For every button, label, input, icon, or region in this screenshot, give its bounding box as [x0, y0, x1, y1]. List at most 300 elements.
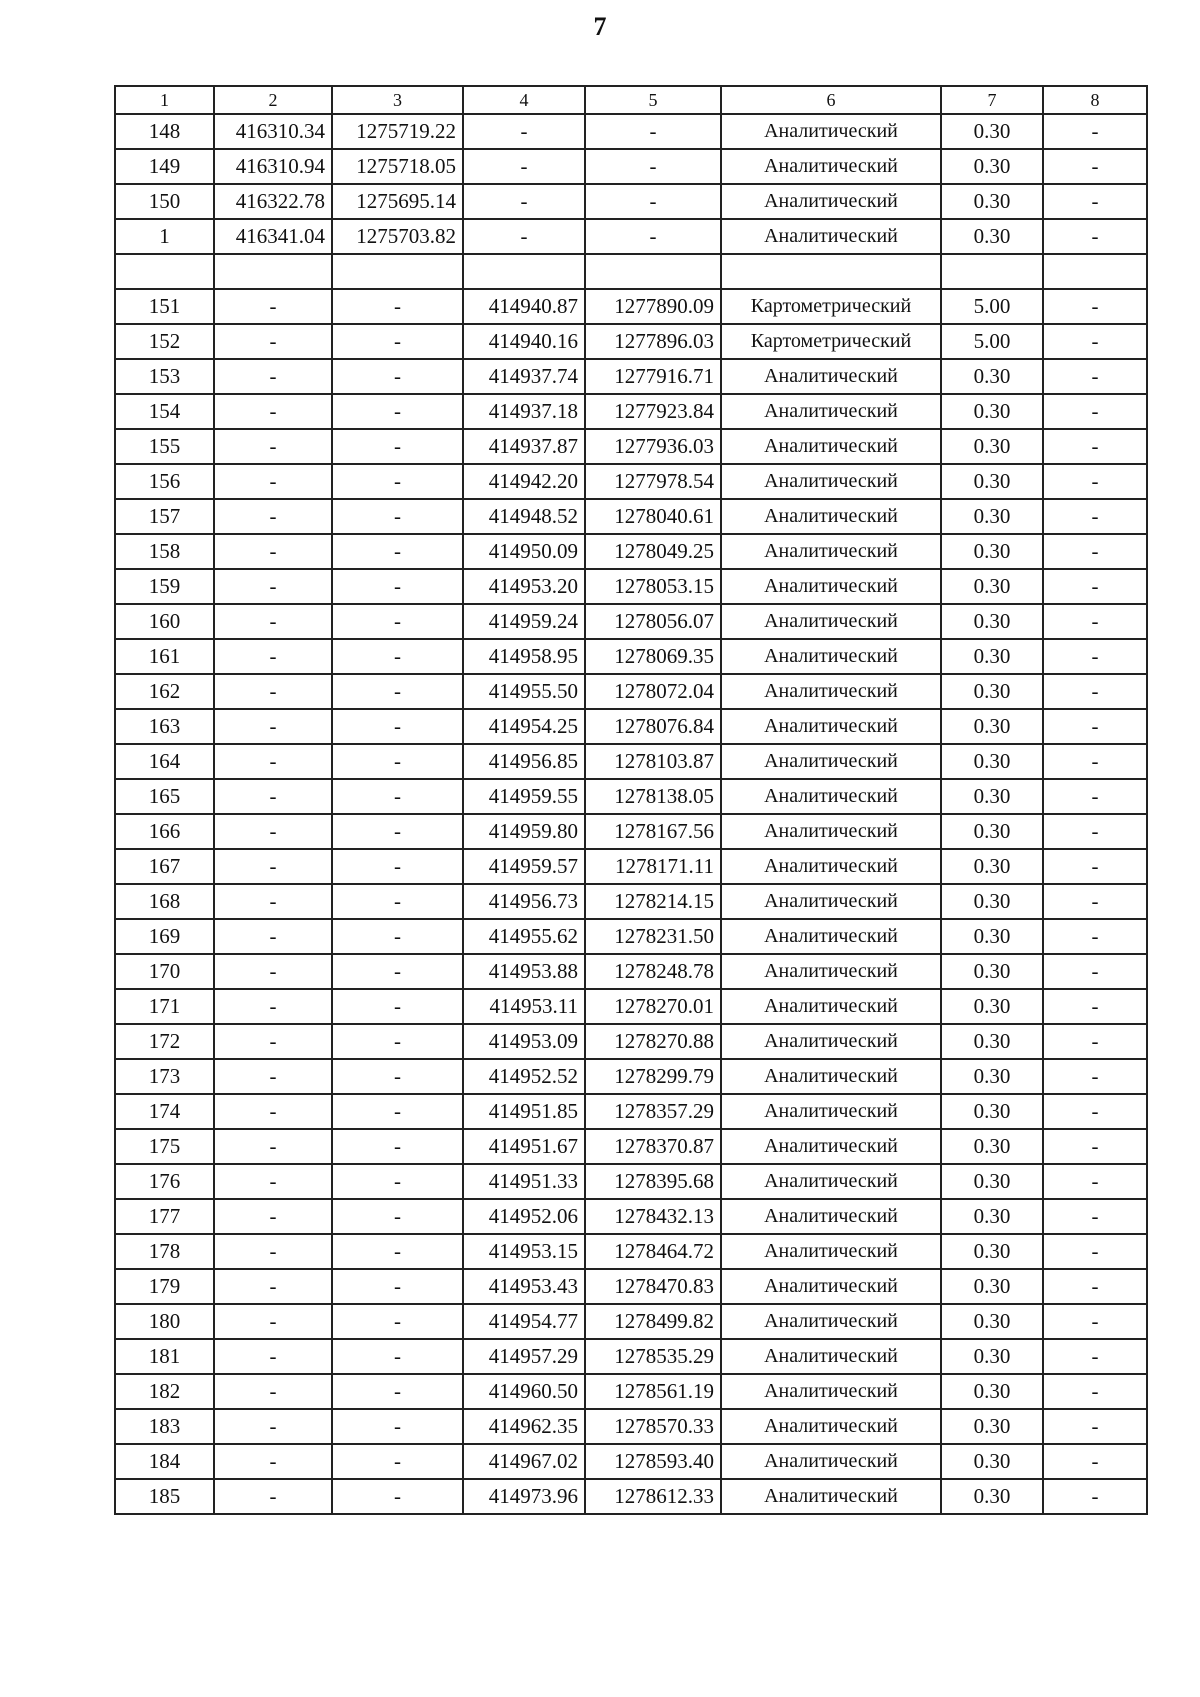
- table-cell: 0.30: [941, 1199, 1043, 1234]
- table-cell: -: [332, 1479, 463, 1514]
- table-cell: -: [463, 219, 585, 254]
- table-cell: -: [332, 1339, 463, 1374]
- column-header: 3: [332, 86, 463, 114]
- table-cell: 0.30: [941, 639, 1043, 674]
- table-cell: -: [1043, 604, 1147, 639]
- table-cell: 416310.94: [214, 149, 332, 184]
- table-cell: 151: [115, 289, 214, 324]
- table-cell: 0.30: [941, 1479, 1043, 1514]
- table-cell: 161: [115, 639, 214, 674]
- table-cell: -: [1043, 324, 1147, 359]
- table-cell: 414948.52: [463, 499, 585, 534]
- table-cell: 414954.25: [463, 709, 585, 744]
- table-cell: 154: [115, 394, 214, 429]
- table-cell: -: [1043, 814, 1147, 849]
- table-cell: -: [1043, 1094, 1147, 1129]
- table-cell: Аналитический: [721, 1269, 941, 1304]
- table-cell: 184: [115, 1444, 214, 1479]
- table-row: [115, 1339, 1147, 1374]
- table-row: [115, 254, 1147, 289]
- table-cell: -: [1043, 1409, 1147, 1444]
- table-cell: 1278214.15: [585, 884, 721, 919]
- table-cell: -: [214, 1269, 332, 1304]
- table-row: [115, 884, 1147, 919]
- table-cell: Аналитический: [721, 779, 941, 814]
- table-row: [115, 1024, 1147, 1059]
- table-cell: 171: [115, 989, 214, 1024]
- table-cell: 160: [115, 604, 214, 639]
- table-cell: -: [214, 324, 332, 359]
- table-cell: -: [214, 394, 332, 429]
- table-cell: -: [332, 1024, 463, 1059]
- table-cell: -: [1043, 1339, 1147, 1374]
- table-cell: 0.30: [941, 569, 1043, 604]
- table-cell: -: [1043, 1479, 1147, 1514]
- table-cell: 0.30: [941, 1304, 1043, 1339]
- table-cell: 1278370.87: [585, 1129, 721, 1164]
- table-cell: -: [332, 744, 463, 779]
- table-cell: Аналитический: [721, 184, 941, 219]
- table-cell: -: [585, 114, 721, 149]
- table-cell: 414950.09: [463, 534, 585, 569]
- table-cell: 177: [115, 1199, 214, 1234]
- table-cell: -: [214, 499, 332, 534]
- table-cell: -: [214, 534, 332, 569]
- table-cell: Аналитический: [721, 1094, 941, 1129]
- table-cell: 1278076.84: [585, 709, 721, 744]
- table-cell: 164: [115, 744, 214, 779]
- table-cell: 5.00: [941, 289, 1043, 324]
- table-row: [115, 359, 1147, 394]
- table-cell: -: [214, 1199, 332, 1234]
- table-row: [115, 744, 1147, 779]
- table-cell: -: [332, 604, 463, 639]
- table-cell: Аналитический: [721, 1339, 941, 1374]
- table-cell: Аналитический: [721, 1024, 941, 1059]
- table-cell: 1278040.61: [585, 499, 721, 534]
- table-cell: -: [1043, 989, 1147, 1024]
- table-cell: 414952.06: [463, 1199, 585, 1234]
- table-cell: 414953.43: [463, 1269, 585, 1304]
- table-cell: -: [332, 1374, 463, 1409]
- column-header: 7: [941, 86, 1043, 114]
- table-cell: 1275719.22: [332, 114, 463, 149]
- table-cell: -: [214, 849, 332, 884]
- table-cell: -: [1043, 149, 1147, 184]
- table-cell: -: [1043, 1444, 1147, 1479]
- table-cell: [1043, 254, 1147, 289]
- table-row: [115, 919, 1147, 954]
- table-cell: -: [332, 359, 463, 394]
- table-cell: 1277978.54: [585, 464, 721, 499]
- table-row: [115, 149, 1147, 184]
- table-cell: -: [1043, 534, 1147, 569]
- table-row: [115, 534, 1147, 569]
- table-header-row: [115, 86, 1147, 114]
- table-cell: -: [1043, 394, 1147, 429]
- table-cell: -: [332, 324, 463, 359]
- table-cell: 1278231.50: [585, 919, 721, 954]
- table-cell: 182: [115, 1374, 214, 1409]
- table-cell: 1278069.35: [585, 639, 721, 674]
- table-cell: 1277916.71: [585, 359, 721, 394]
- table-cell: -: [332, 289, 463, 324]
- table-cell: 1: [115, 219, 214, 254]
- table-cell: -: [214, 814, 332, 849]
- table-cell: 185: [115, 1479, 214, 1514]
- table-cell: -: [332, 429, 463, 464]
- table-cell: 0.30: [941, 1444, 1043, 1479]
- table-row: [115, 1269, 1147, 1304]
- table-cell: -: [214, 744, 332, 779]
- table-cell: -: [214, 989, 332, 1024]
- table-cell: 1277896.03: [585, 324, 721, 359]
- table-cell: -: [1043, 289, 1147, 324]
- table-cell: Аналитический: [721, 1164, 941, 1199]
- table-cell: -: [463, 184, 585, 219]
- table-cell: Аналитический: [721, 1304, 941, 1339]
- table-cell: 0.30: [941, 1409, 1043, 1444]
- table-cell: 414953.11: [463, 989, 585, 1024]
- table-row: [115, 184, 1147, 219]
- column-header: 1: [115, 86, 214, 114]
- table-cell: -: [1043, 184, 1147, 219]
- table-row: [115, 219, 1147, 254]
- table-cell: -: [1043, 744, 1147, 779]
- table-cell: 0.30: [941, 1374, 1043, 1409]
- table-cell: 414959.57: [463, 849, 585, 884]
- table-cell: 414967.02: [463, 1444, 585, 1479]
- table-cell: [115, 254, 214, 289]
- table-cell: 414937.74: [463, 359, 585, 394]
- table-cell: -: [214, 919, 332, 954]
- table-cell: -: [332, 1234, 463, 1269]
- table-cell: -: [1043, 1234, 1147, 1269]
- table-cell: -: [332, 779, 463, 814]
- table-cell: Аналитический: [721, 849, 941, 884]
- table-cell: 414959.24: [463, 604, 585, 639]
- table-row: [115, 324, 1147, 359]
- table-cell: Аналитический: [721, 1374, 941, 1409]
- table-cell: [721, 254, 941, 289]
- table-cell: 0.30: [941, 1269, 1043, 1304]
- table-cell: [941, 254, 1043, 289]
- table-cell: 158: [115, 534, 214, 569]
- table-cell: 168: [115, 884, 214, 919]
- table-cell: -: [214, 1164, 332, 1199]
- table-cell: -: [332, 954, 463, 989]
- table-cell: 1278470.83: [585, 1269, 721, 1304]
- table-cell: -: [214, 569, 332, 604]
- table-cell: 416310.34: [214, 114, 332, 149]
- table-cell: -: [585, 184, 721, 219]
- table-cell: -: [332, 1409, 463, 1444]
- table-row: [115, 429, 1147, 464]
- table-cell: 0.30: [941, 359, 1043, 394]
- table-row: [115, 814, 1147, 849]
- table-cell: Аналитический: [721, 569, 941, 604]
- coordinates-table: [114, 85, 1148, 1515]
- table-row: [115, 1199, 1147, 1234]
- table-cell: 172: [115, 1024, 214, 1059]
- table-cell: 0.30: [941, 709, 1043, 744]
- table-cell: 1278299.79: [585, 1059, 721, 1094]
- table-cell: 179: [115, 1269, 214, 1304]
- table-cell: -: [1043, 1024, 1147, 1059]
- table-cell: 414953.20: [463, 569, 585, 604]
- table-cell: 176: [115, 1164, 214, 1199]
- column-header: 5: [585, 86, 721, 114]
- table-cell: 414951.67: [463, 1129, 585, 1164]
- table-cell: 414973.96: [463, 1479, 585, 1514]
- table-cell: -: [214, 1234, 332, 1269]
- table-cell: 414951.33: [463, 1164, 585, 1199]
- table-cell: 178: [115, 1234, 214, 1269]
- table-cell: 1278535.29: [585, 1339, 721, 1374]
- table-cell: 162: [115, 674, 214, 709]
- table-cell: 150: [115, 184, 214, 219]
- table-cell: Аналитический: [721, 114, 941, 149]
- table-cell: 0.30: [941, 1129, 1043, 1164]
- table-cell: -: [214, 884, 332, 919]
- table-cell: -: [332, 849, 463, 884]
- table-cell: 414953.15: [463, 1234, 585, 1269]
- table-cell: 153: [115, 359, 214, 394]
- table-cell: -: [332, 639, 463, 674]
- table-cell: 414953.09: [463, 1024, 585, 1059]
- table-row: [115, 1059, 1147, 1094]
- table-row: [115, 954, 1147, 989]
- table-cell: -: [214, 429, 332, 464]
- table-cell: 0.30: [941, 604, 1043, 639]
- column-header: 6: [721, 86, 941, 114]
- table-cell: 173: [115, 1059, 214, 1094]
- table-cell: 157: [115, 499, 214, 534]
- table-cell: 0.30: [941, 219, 1043, 254]
- table-cell: 1278053.15: [585, 569, 721, 604]
- table-cell: -: [1043, 219, 1147, 254]
- table-row: [115, 394, 1147, 429]
- table-cell: -: [1043, 954, 1147, 989]
- table-cell: Аналитический: [721, 1059, 941, 1094]
- table-cell: -: [463, 149, 585, 184]
- table-cell: -: [1043, 569, 1147, 604]
- table-cell: -: [332, 709, 463, 744]
- table-cell: -: [1043, 674, 1147, 709]
- table-cell: Аналитический: [721, 709, 941, 744]
- table-cell: -: [332, 1129, 463, 1164]
- table-cell: Аналитический: [721, 604, 941, 639]
- column-header: 2: [214, 86, 332, 114]
- table-row: [115, 1479, 1147, 1514]
- table-cell: 1278056.07: [585, 604, 721, 639]
- table-cell: -: [1043, 884, 1147, 919]
- table-cell: Аналитический: [721, 1234, 941, 1269]
- table-cell: Аналитический: [721, 1199, 941, 1234]
- table-cell: 416341.04: [214, 219, 332, 254]
- table-row: [115, 674, 1147, 709]
- table-cell: -: [214, 289, 332, 324]
- table-cell: 0.30: [941, 779, 1043, 814]
- table-cell: 0.30: [941, 954, 1043, 989]
- table-cell: 0.30: [941, 464, 1043, 499]
- table-cell: -: [332, 569, 463, 604]
- table-cell: 414957.29: [463, 1339, 585, 1374]
- table-cell: 1278570.33: [585, 1409, 721, 1444]
- table-row: [115, 289, 1147, 324]
- table-cell: 0.30: [941, 849, 1043, 884]
- table-cell: 0.30: [941, 1339, 1043, 1374]
- table-cell: -: [332, 919, 463, 954]
- table-cell: -: [1043, 1374, 1147, 1409]
- table-cell: 0.30: [941, 114, 1043, 149]
- table-cell: 169: [115, 919, 214, 954]
- table-cell: 414956.73: [463, 884, 585, 919]
- table-cell: 175: [115, 1129, 214, 1164]
- table-cell: 1278499.82: [585, 1304, 721, 1339]
- page-number: 7: [593, 12, 607, 41]
- table-body: [115, 86, 1147, 1514]
- table-cell: Аналитический: [721, 919, 941, 954]
- table-cell: 0.30: [941, 499, 1043, 534]
- table-cell: 165: [115, 779, 214, 814]
- table-cell: 414956.85: [463, 744, 585, 779]
- table-cell: -: [332, 1444, 463, 1479]
- table-cell: -: [332, 1164, 463, 1199]
- table-cell: 166: [115, 814, 214, 849]
- table-cell: Аналитический: [721, 744, 941, 779]
- table-cell: -: [332, 674, 463, 709]
- table-cell: 414959.80: [463, 814, 585, 849]
- table-cell: 155: [115, 429, 214, 464]
- table-cell: 414940.87: [463, 289, 585, 324]
- table-cell: 0.30: [941, 1164, 1043, 1199]
- table-cell: -: [1043, 359, 1147, 394]
- table-cell: 414954.77: [463, 1304, 585, 1339]
- table-cell: Аналитический: [721, 429, 941, 464]
- table-cell: -: [463, 114, 585, 149]
- table-cell: 0.30: [941, 149, 1043, 184]
- table-cell: 414937.87: [463, 429, 585, 464]
- table-cell: Аналитический: [721, 1444, 941, 1479]
- table-cell: 1278248.78: [585, 954, 721, 989]
- table-row: [115, 849, 1147, 884]
- table-cell: [214, 254, 332, 289]
- table-cell: -: [1043, 464, 1147, 499]
- table-cell: 1277936.03: [585, 429, 721, 464]
- table-cell: 416322.78: [214, 184, 332, 219]
- table-row: [115, 499, 1147, 534]
- table-cell: 1277923.84: [585, 394, 721, 429]
- table-row: [115, 1304, 1147, 1339]
- table-cell: 148: [115, 114, 214, 149]
- table-cell: -: [1043, 849, 1147, 884]
- table-cell: [585, 254, 721, 289]
- table-cell: 0.30: [941, 674, 1043, 709]
- table-cell: 5.00: [941, 324, 1043, 359]
- table-cell: -: [1043, 1059, 1147, 1094]
- table-cell: 156: [115, 464, 214, 499]
- table-row: [115, 709, 1147, 744]
- table-cell: Аналитический: [721, 359, 941, 394]
- table-cell: -: [214, 1059, 332, 1094]
- table-cell: 0.30: [941, 744, 1043, 779]
- table-cell: 1278357.29: [585, 1094, 721, 1129]
- table-cell: 1275718.05: [332, 149, 463, 184]
- table-cell: 1278561.19: [585, 1374, 721, 1409]
- table-cell: -: [214, 1094, 332, 1129]
- table-cell: -: [214, 1409, 332, 1444]
- table-cell: Аналитический: [721, 884, 941, 919]
- table-cell: 159: [115, 569, 214, 604]
- table-cell: 414962.35: [463, 1409, 585, 1444]
- table-cell: -: [214, 674, 332, 709]
- table-row: [115, 779, 1147, 814]
- table-cell: -: [332, 1199, 463, 1234]
- table-cell: 0.30: [941, 884, 1043, 919]
- table-cell: 1278593.40: [585, 1444, 721, 1479]
- table-cell: 1278171.11: [585, 849, 721, 884]
- table-cell: Аналитический: [721, 1129, 941, 1164]
- table-cell: 0.30: [941, 1059, 1043, 1094]
- table-cell: 414959.55: [463, 779, 585, 814]
- table-cell: 174: [115, 1094, 214, 1129]
- table-cell: Аналитический: [721, 639, 941, 674]
- table-row: [115, 604, 1147, 639]
- table-cell: 0.30: [941, 919, 1043, 954]
- table-row: [115, 1374, 1147, 1409]
- table-cell: -: [1043, 1304, 1147, 1339]
- column-header: 4: [463, 86, 585, 114]
- table-cell: 414942.20: [463, 464, 585, 499]
- table-cell: 1278464.72: [585, 1234, 721, 1269]
- table-row: [115, 1129, 1147, 1164]
- table-cell: -: [1043, 1269, 1147, 1304]
- table-cell: Аналитический: [721, 674, 941, 709]
- table-cell: -: [332, 464, 463, 499]
- table-cell: -: [214, 1444, 332, 1479]
- table-cell: 1275703.82: [332, 219, 463, 254]
- table-row: [115, 569, 1147, 604]
- table-cell: Аналитический: [721, 219, 941, 254]
- table-cell: -: [332, 884, 463, 919]
- table-cell: 1278138.05: [585, 779, 721, 814]
- table-cell: 414960.50: [463, 1374, 585, 1409]
- table-cell: 414952.52: [463, 1059, 585, 1094]
- table-cell: -: [332, 1269, 463, 1304]
- table-cell: -: [332, 499, 463, 534]
- table-cell: Аналитический: [721, 464, 941, 499]
- table-row: [115, 1444, 1147, 1479]
- table-cell: 0.30: [941, 429, 1043, 464]
- table-cell: -: [214, 1024, 332, 1059]
- table-row: [115, 1164, 1147, 1199]
- table-cell: 163: [115, 709, 214, 744]
- table-cell: Аналитический: [721, 149, 941, 184]
- table-cell: [463, 254, 585, 289]
- table-cell: 0.30: [941, 534, 1043, 569]
- table-cell: -: [1043, 779, 1147, 814]
- table-cell: Аналитический: [721, 534, 941, 569]
- table-cell: 0.30: [941, 394, 1043, 429]
- table-cell: -: [1043, 114, 1147, 149]
- table-cell: -: [1043, 1164, 1147, 1199]
- table-cell: 1278072.04: [585, 674, 721, 709]
- table-cell: 180: [115, 1304, 214, 1339]
- table-cell: 1278432.13: [585, 1199, 721, 1234]
- table-row: [115, 114, 1147, 149]
- table-cell: 0.30: [941, 814, 1043, 849]
